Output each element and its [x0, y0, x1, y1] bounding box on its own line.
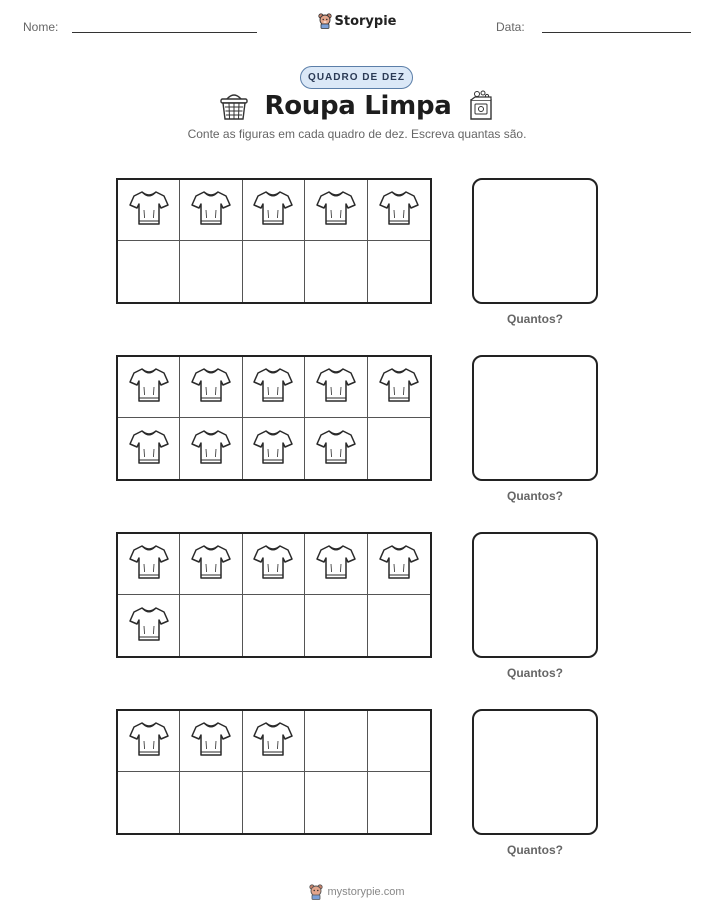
ten-frame-cell	[305, 595, 367, 656]
detergent-box-icon	[466, 90, 496, 122]
ten-frame-cell	[180, 357, 242, 418]
t-shirt-icon	[315, 542, 357, 586]
ten-frame-2	[116, 355, 432, 481]
date-label: Data:	[496, 20, 525, 34]
answer-box-4[interactable]	[472, 709, 598, 835]
ten-frame-cell	[305, 534, 367, 595]
ten-frame-cell	[243, 357, 305, 418]
ten-frame-cell	[368, 357, 430, 418]
ten-frame-cell	[118, 772, 180, 833]
t-shirt-icon	[128, 719, 170, 763]
ten-frame-cell	[243, 534, 305, 595]
title-row	[0, 90, 714, 122]
laundry-basket-icon	[218, 90, 250, 122]
t-shirt-icon	[378, 542, 420, 586]
ten-frame-cell	[305, 357, 367, 418]
answer-label-4: Quantos?	[507, 843, 563, 857]
ten-frame-cell	[118, 418, 180, 479]
t-shirt-icon	[378, 188, 420, 232]
brand-name: Storypie	[334, 13, 397, 29]
ten-frame-4	[116, 709, 432, 835]
ten-frame-cell	[243, 595, 305, 656]
t-shirt-icon	[315, 365, 357, 409]
ten-frame-cell	[118, 595, 180, 656]
name-line[interactable]	[72, 32, 257, 33]
ten-frame-cell	[180, 711, 242, 772]
footer-url: mystorypie.com	[327, 886, 405, 898]
answer-box-3[interactable]	[472, 532, 598, 658]
ten-frame-cell	[368, 595, 430, 656]
ten-frame-cell	[305, 180, 367, 241]
ten-frame-cell	[180, 534, 242, 595]
ten-frame-1	[116, 178, 432, 304]
ten-frame-cell	[368, 772, 430, 833]
answer-box-2[interactable]	[472, 355, 598, 481]
t-shirt-icon	[252, 542, 294, 586]
ten-frame-cell	[243, 711, 305, 772]
ten-frame-cell	[118, 357, 180, 418]
ten-frame-cell	[368, 418, 430, 479]
ten-frame-cell	[243, 418, 305, 479]
t-shirt-icon	[315, 427, 357, 471]
t-shirt-icon	[128, 427, 170, 471]
t-shirt-icon	[190, 427, 232, 471]
ten-frame-cell	[118, 180, 180, 241]
ten-frame-cell	[243, 241, 305, 302]
t-shirt-icon	[190, 542, 232, 586]
ten-frame-cell	[368, 711, 430, 772]
footer	[0, 884, 714, 900]
brand-logo	[0, 13, 714, 29]
ten-frame-cell	[243, 180, 305, 241]
t-shirt-icon	[190, 365, 232, 409]
ten-frame-cell	[180, 180, 242, 241]
answer-label-1: Quantos?	[507, 312, 563, 326]
t-shirt-icon	[252, 365, 294, 409]
t-shirt-icon	[252, 188, 294, 232]
answer-box-1[interactable]	[472, 178, 598, 304]
ten-frame-cell	[118, 711, 180, 772]
instructions: Conte as figuras em cada quadro de dez. Escreva quantas são.	[187, 127, 527, 141]
ten-frame-cell	[368, 534, 430, 595]
t-shirt-icon	[315, 188, 357, 232]
ten-frame-3	[116, 532, 432, 658]
storypie-bear-icon	[309, 884, 323, 900]
ten-frame-cell	[118, 241, 180, 302]
ten-frame-cell	[305, 711, 367, 772]
t-shirt-icon	[128, 188, 170, 232]
t-shirt-icon	[128, 604, 170, 648]
page-title: Roupa Limpa	[264, 91, 452, 121]
answer-label-3: Quantos?	[507, 666, 563, 680]
ten-frame-cell	[305, 241, 367, 302]
storypie-bear-icon	[318, 13, 332, 29]
t-shirt-icon	[252, 719, 294, 763]
t-shirt-icon	[128, 542, 170, 586]
ten-frame-cell	[243, 772, 305, 833]
ten-frame-cell	[180, 241, 242, 302]
t-shirt-icon	[128, 365, 170, 409]
worksheet-type-badge: QUADRO DE DEZ	[300, 66, 413, 89]
ten-frame-cell	[368, 180, 430, 241]
ten-frame-cell	[368, 241, 430, 302]
ten-frame-cell	[180, 772, 242, 833]
ten-frame-cell	[118, 534, 180, 595]
ten-frame-cell	[305, 418, 367, 479]
t-shirt-icon	[190, 188, 232, 232]
t-shirt-icon	[378, 365, 420, 409]
ten-frame-cell	[305, 772, 367, 833]
ten-frame-cell	[180, 418, 242, 479]
t-shirt-icon	[190, 719, 232, 763]
t-shirt-icon	[252, 427, 294, 471]
date-line[interactable]	[542, 32, 691, 33]
name-label: Nome:	[23, 20, 59, 34]
ten-frame-cell	[180, 595, 242, 656]
answer-label-2: Quantos?	[507, 489, 563, 503]
